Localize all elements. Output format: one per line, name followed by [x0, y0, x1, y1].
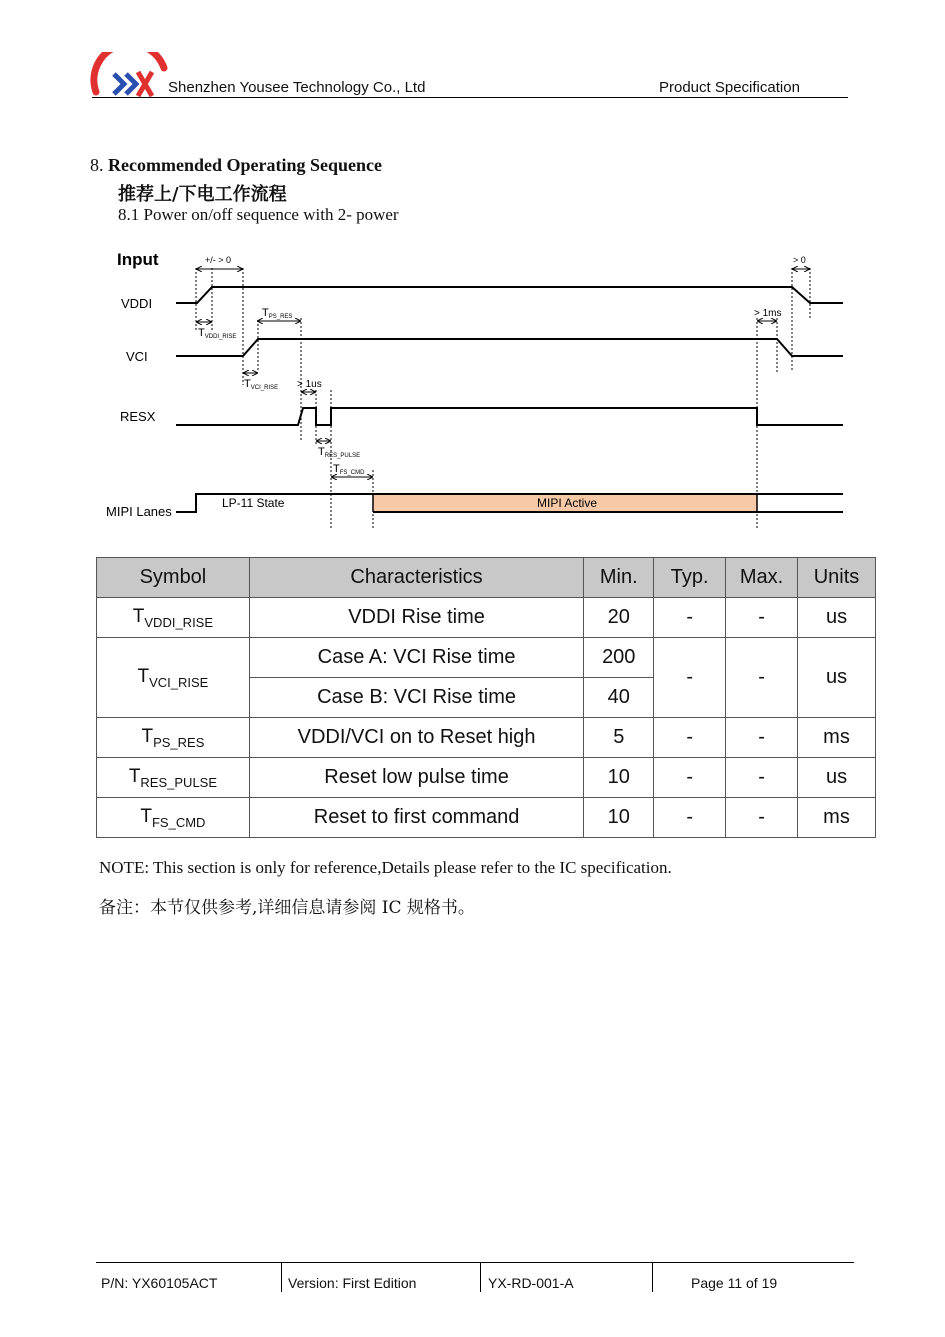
section-title	[90, 155, 382, 176]
min-cell: 40	[584, 678, 654, 718]
footer-doc-number: YX-RD-001-A	[488, 1275, 574, 1291]
typ-cell: -	[654, 638, 726, 718]
header-typ: Typ.	[654, 558, 726, 598]
header-doc-type: Product Specification	[659, 79, 800, 96]
section-number: 8.	[90, 155, 104, 175]
typ-cell: -	[654, 718, 726, 758]
section-title-text: Recommended Operating Sequence	[108, 155, 382, 175]
signal-label-mipi: MIPI Lanes	[106, 504, 172, 519]
typ-cell: -	[654, 758, 726, 798]
characteristics-cell: Case B: VCI Rise time	[249, 678, 583, 718]
t-fs-cmd-label: TFS_CMD	[333, 463, 365, 476]
t-res-pulse-label: TRES_PULSE	[318, 446, 361, 459]
signal-label-resx: RESX	[120, 409, 156, 424]
units-cell: us	[798, 758, 876, 798]
max-cell: -	[726, 598, 798, 638]
ann-gt0-label: > 0	[793, 255, 806, 265]
resx-waveform	[176, 408, 843, 425]
header-units: Units	[798, 558, 876, 598]
symbol-cell: $T_{FS\_CMD}$	[97, 798, 250, 838]
note-text: NOTE: This section is only for reference,Details please refer to the IC specification.	[99, 858, 672, 877]
vci-waveform	[176, 339, 843, 356]
footer-col-divider	[652, 1262, 653, 1292]
footer-col-divider	[281, 1262, 282, 1292]
units-cell: us	[798, 638, 876, 718]
min-cell: 10	[584, 758, 654, 798]
min-cell: 200	[584, 638, 654, 678]
company-logo	[90, 52, 170, 98]
table-header-row	[97, 558, 876, 598]
header-characteristics: Characteristics	[249, 558, 583, 598]
footer-version: Version: First Edition	[288, 1275, 417, 1291]
characteristics-cell: VDDI Rise time	[249, 598, 583, 638]
min-cell: 20	[584, 598, 654, 638]
header-symbol: Symbol	[97, 558, 250, 598]
units-cell: ms	[798, 718, 876, 758]
t-vci-rise-label: TVCI_RISE	[244, 378, 279, 391]
footer-col-divider	[480, 1262, 481, 1292]
timing-table	[96, 557, 876, 838]
characteristics-cell: Reset to first command	[249, 798, 583, 838]
characteristics-cell: VDDI/VCI on to Reset high	[249, 718, 583, 758]
header-company: Shenzhen Yousee Technology Co., Ltd	[168, 79, 426, 96]
units-cell: us	[798, 598, 876, 638]
characteristics-cell: Case A: VCI Rise time	[249, 638, 583, 678]
header-max: Max.	[726, 558, 798, 598]
signal-label-vddi: VDDI	[121, 296, 153, 311]
t-vddi-rise-label: TVDDI_RISE	[198, 327, 237, 340]
table-row	[97, 758, 876, 798]
max-cell: -	[726, 718, 798, 758]
footer-divider	[96, 1262, 854, 1263]
mipi-active-label: MIPI Active	[537, 496, 598, 510]
header-min: Min.	[584, 558, 654, 598]
section-subtitle: 8.1 Power on/off sequence with 2- power	[118, 205, 399, 224]
section-title-zh: 推荐上/下电工作流程	[118, 184, 287, 205]
signal-label-vci: VCI	[126, 349, 148, 364]
min-cell: 5	[584, 718, 654, 758]
table-row	[97, 798, 876, 838]
symbol-cell: $T_{VDDI\_RISE}$	[97, 598, 250, 638]
input-label: Input	[117, 250, 159, 269]
symbol-cell: $T_{PS\_RES}$	[97, 718, 250, 758]
footer-page-number: Page 11 of 19	[691, 1275, 778, 1291]
header-divider	[92, 97, 848, 98]
footer-part-number: P/N: YX60105ACT	[101, 1275, 218, 1291]
max-cell: -	[726, 758, 798, 798]
table-row	[97, 718, 876, 758]
timing-diagram	[0, 240, 945, 535]
max-cell: -	[726, 638, 798, 718]
ann-1ms-label: > 1ms	[754, 308, 782, 319]
guide-lines	[196, 268, 810, 528]
typ-cell: -	[654, 598, 726, 638]
symbol-cell: $T_{RES\_PULSE}$	[97, 758, 250, 798]
table-row	[97, 598, 876, 638]
symbol-cell: $T_{VCI\_RISE}$	[97, 638, 250, 718]
ann-pm-label: +/- > 0	[205, 255, 232, 265]
max-cell: -	[726, 798, 798, 838]
typ-cell: -	[654, 798, 726, 838]
lp11-label: LP-11 State	[222, 496, 285, 510]
vddi-waveform	[176, 287, 843, 303]
units-cell: ms	[798, 798, 876, 838]
min-cell: 10	[584, 798, 654, 838]
characteristics-cell: Reset low pulse time	[249, 758, 583, 798]
ann-1us-label: > 1us	[297, 379, 322, 390]
t-ps-res-label: TPS_RES	[262, 307, 293, 320]
table-row	[97, 638, 876, 678]
note-text-zh: 备注：本节仅供参考,详细信息请参阅 IC 规格书。	[99, 898, 475, 918]
